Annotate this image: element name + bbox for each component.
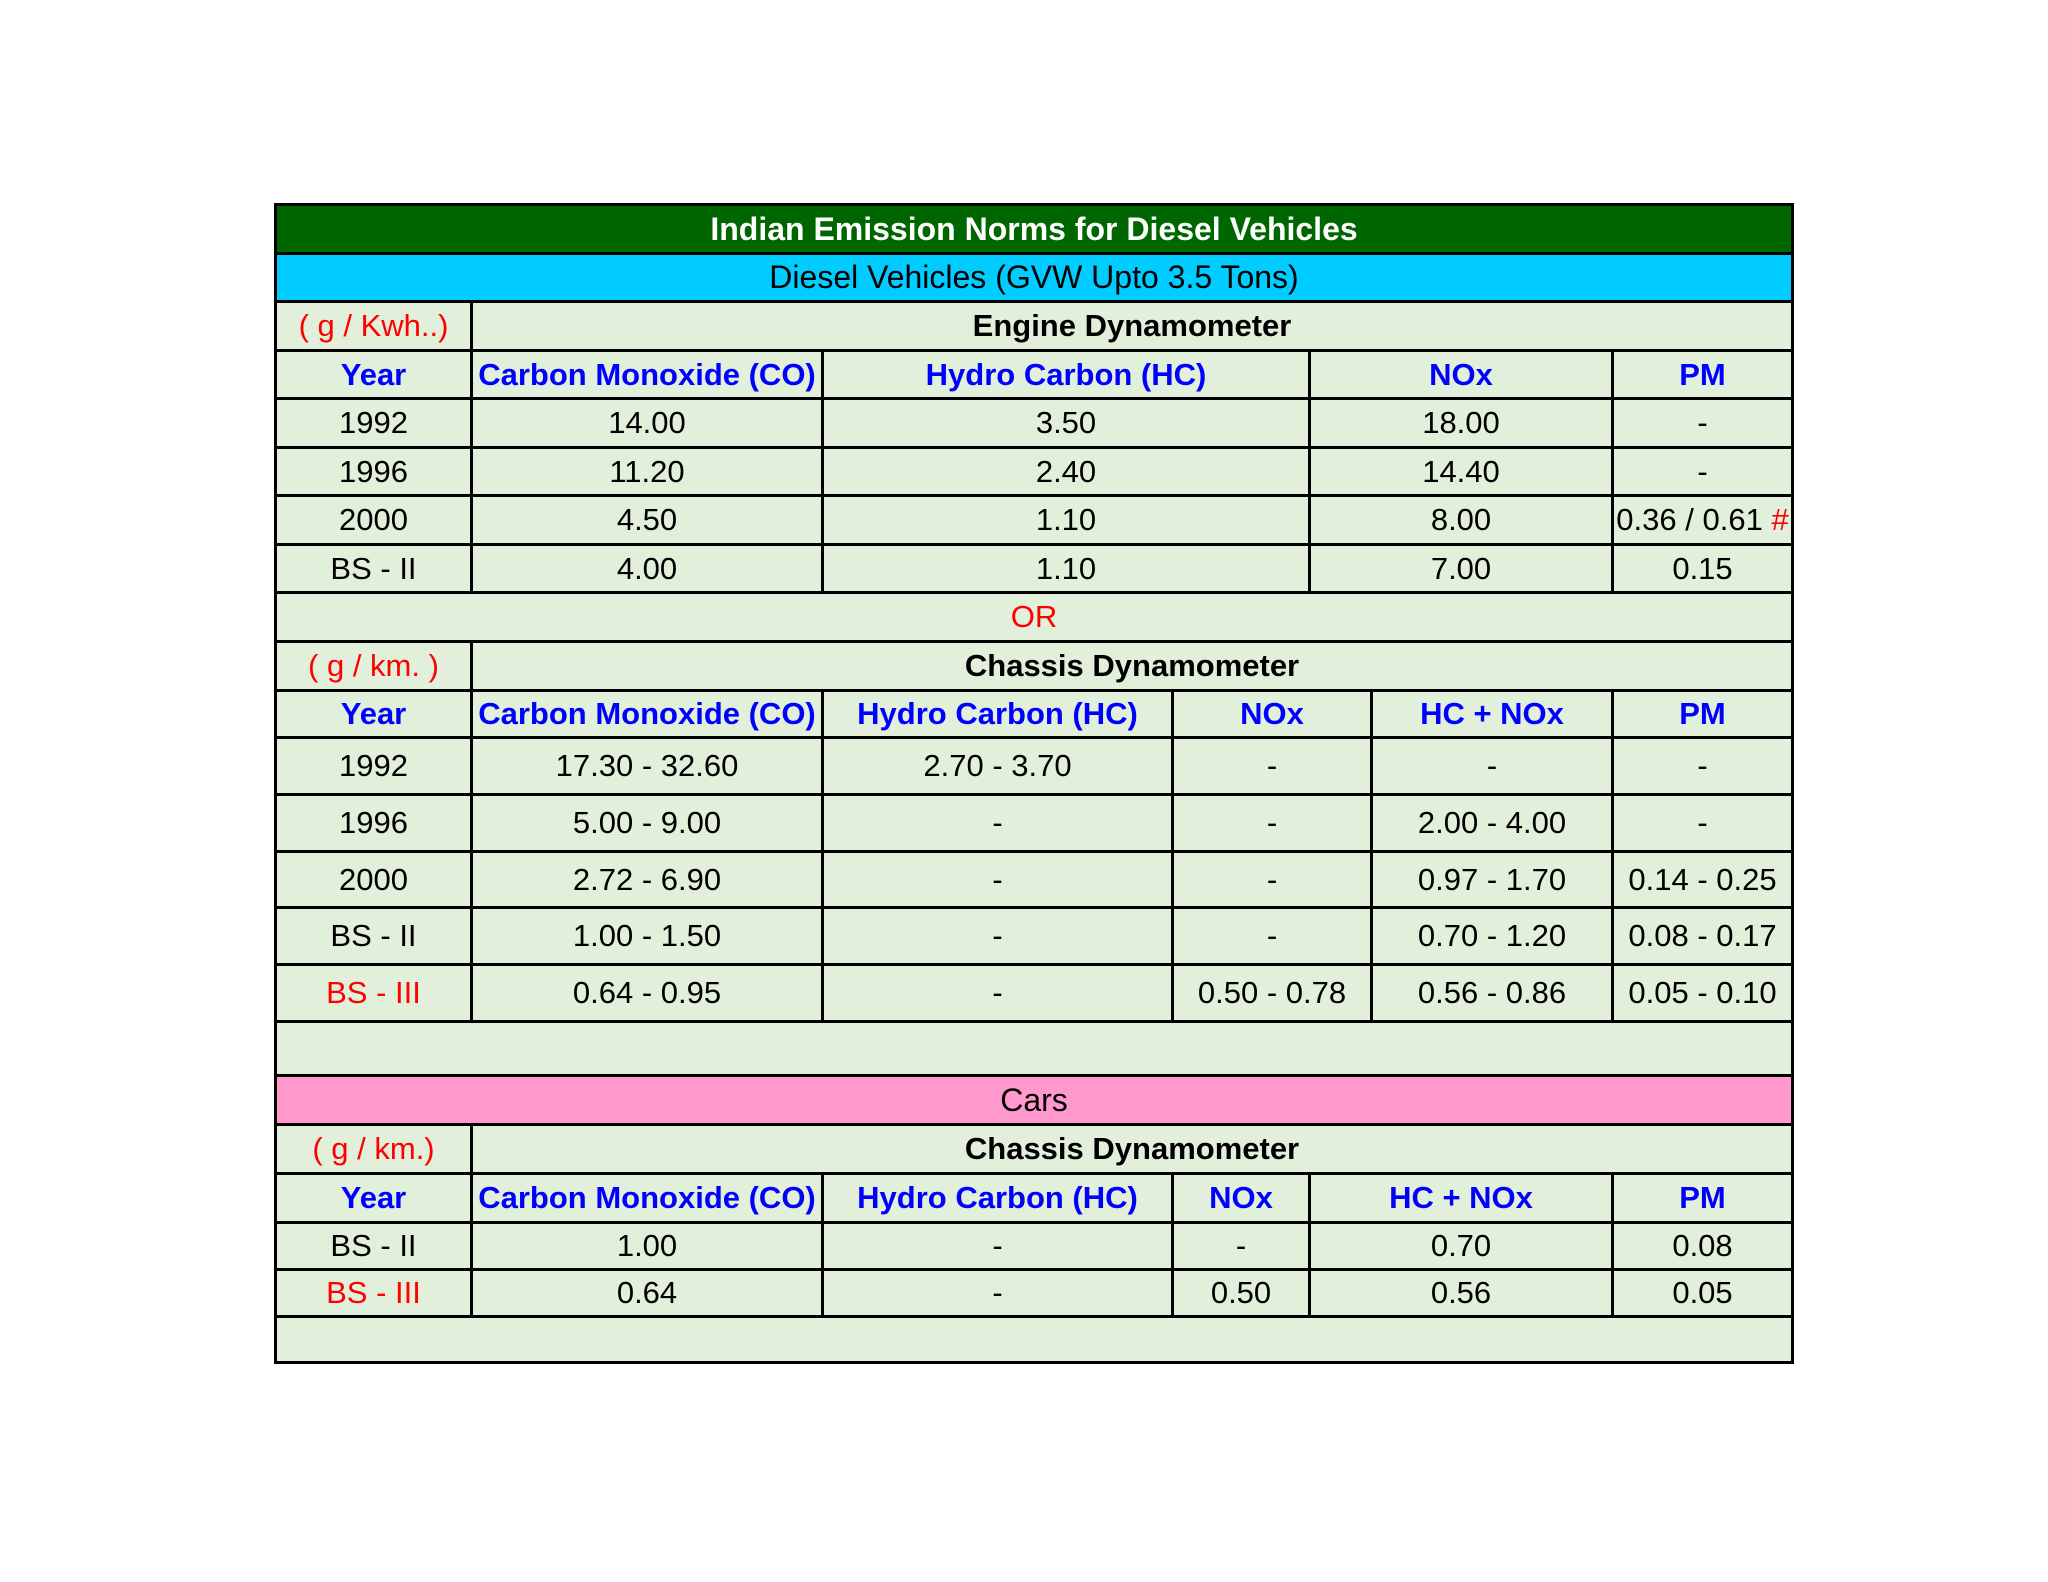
cell-co: 1.00 (473, 1224, 824, 1268)
cell-hc-nox: 0.97 - 1.70 (1373, 853, 1614, 906)
header-pm: PM (1679, 1180, 1726, 1215)
cell-year: 1996 (277, 796, 473, 850)
header-hc-nox: HC + NOx (1311, 1175, 1614, 1221)
cell-co: 0.64 - 0.95 (473, 966, 824, 1020)
cell-nox: 0.50 (1174, 1271, 1311, 1315)
cell-hc: - (824, 796, 1174, 850)
cell-hc: 2.70 - 3.70 (824, 739, 1174, 793)
or-separator: OR (1010, 599, 1058, 634)
cell-co: 14.00 (473, 400, 824, 446)
cell-year: 1992 (277, 739, 473, 793)
table-row (277, 966, 1791, 1023)
header-hc: Hydro Carbon (HC) (824, 1175, 1174, 1221)
table-row (277, 449, 1791, 497)
cell-year: BS - II (277, 546, 473, 591)
cell-nox: 14.40 (1311, 449, 1614, 494)
cell-co: 1.00 - 1.50 (473, 909, 824, 963)
cell-pm: - (1697, 405, 1708, 440)
header-pm: PM (1679, 696, 1726, 731)
cell-year: BS - II (277, 909, 473, 963)
cell-hc-nox: 0.56 - 0.86 (1373, 966, 1614, 1020)
header-nox: NOx (1311, 352, 1614, 397)
cell-year: BS - III (277, 966, 473, 1020)
cell-hc-nox: - (1373, 739, 1614, 793)
cell-co: 0.64 (473, 1271, 824, 1315)
spacer-row (277, 1023, 1791, 1077)
cell-pm-value: 0.36 / 0.61 (1616, 502, 1763, 537)
cell-hc-nox: 0.70 - 1.20 (1373, 909, 1614, 963)
section3-test: Chassis Dynamometer (964, 1131, 1300, 1166)
cell-co: 2.72 - 6.90 (473, 853, 824, 906)
cell-pm: 0.05 - 0.10 (1628, 975, 1777, 1010)
cell-hc: 1.10 (824, 546, 1311, 591)
cell-nox: 0.50 - 0.78 (1174, 966, 1373, 1020)
cell-year: 2000 (277, 853, 473, 906)
table-row (277, 400, 1791, 449)
cell-co: 11.20 (473, 449, 824, 494)
cell-co: 5.00 - 9.00 (473, 796, 824, 850)
cell-year: BS - III (277, 1271, 473, 1315)
section2-test: Chassis Dynamometer (964, 648, 1300, 683)
header-co: Carbon Monoxide (CO) (473, 1175, 824, 1221)
section2-unit: ( g / km. ) (277, 643, 473, 689)
cell-nox: 7.00 (1311, 546, 1614, 591)
section3-header-row (277, 1175, 1791, 1224)
cell-pm (1614, 497, 1791, 543)
table-row (277, 546, 1791, 594)
cell-pm: - (1697, 748, 1708, 783)
section3-test-row (277, 1126, 1791, 1175)
cell-hc: - (824, 909, 1174, 963)
table-title: Indian Emission Norms for Diesel Vehicles (277, 206, 1791, 252)
cell-pm: - (1697, 805, 1708, 840)
cell-co: 4.00 (473, 546, 824, 591)
footnote-mark: # (1771, 502, 1789, 537)
cars-title: Cars (277, 1077, 1791, 1123)
section2-test-row (277, 643, 1791, 692)
cell-hc: - (824, 1271, 1174, 1315)
cell-hc: 3.50 (824, 400, 1311, 446)
emission-norms-table (274, 203, 1794, 1364)
cell-pm: 0.15 (1672, 550, 1733, 586)
cell-year: 2000 (277, 497, 473, 543)
table-row (277, 909, 1791, 966)
cell-co: 4.50 (473, 497, 824, 543)
section1-test-row (277, 303, 1791, 352)
subtitle-row (277, 255, 1791, 303)
section1-unit: ( g / Kwh..) (277, 303, 473, 349)
header-co: Carbon Monoxide (CO) (473, 352, 824, 397)
cell-year: BS - II (277, 1224, 473, 1268)
cell-year: 1996 (277, 449, 473, 494)
cell-nox: - (1174, 1224, 1311, 1268)
bottom-spacer (277, 1318, 1791, 1364)
header-year: Year (277, 692, 473, 736)
header-co: Carbon Monoxide (CO) (473, 692, 824, 736)
header-hc-nox: HC + NOx (1373, 692, 1614, 736)
cell-nox: - (1174, 909, 1373, 963)
table-row (277, 796, 1791, 853)
header-hc: Hydro Carbon (HC) (824, 352, 1311, 397)
cell-hc-nox: 0.70 (1311, 1224, 1614, 1268)
cell-hc: 2.40 (824, 449, 1311, 494)
separator-row (277, 594, 1791, 643)
cell-nox: 18.00 (1311, 400, 1614, 446)
table-row (277, 1224, 1791, 1271)
cell-hc: 1.10 (824, 497, 1311, 543)
cell-hc-nox: 2.00 - 4.00 (1373, 796, 1614, 850)
section1-test: Engine Dynamometer (972, 308, 1292, 343)
header-hc: Hydro Carbon (HC) (824, 692, 1174, 736)
section-subtitle: Diesel Vehicles (GVW Upto 3.5 Tons) (277, 255, 1791, 300)
cell-nox: - (1174, 853, 1373, 906)
cell-pm: 0.05 (1672, 1275, 1733, 1310)
cell-hc: - (824, 853, 1174, 906)
header-nox: NOx (1174, 692, 1373, 736)
cell-nox: 8.00 (1311, 497, 1614, 543)
cell-co: 17.30 - 32.60 (473, 739, 824, 793)
header-year: Year (277, 1175, 473, 1221)
header-year: Year (277, 352, 473, 397)
table-row (277, 739, 1791, 796)
section1-header-row (277, 352, 1791, 400)
cell-hc: - (824, 966, 1174, 1020)
cars-row (277, 1077, 1791, 1126)
cell-pm: 0.08 - 0.17 (1628, 918, 1777, 953)
header-nox: NOx (1174, 1175, 1311, 1221)
cell-nox: - (1174, 796, 1373, 850)
section3-unit: ( g / km.) (277, 1126, 473, 1172)
cell-nox: - (1174, 739, 1373, 793)
cell-hc-nox: 0.56 (1311, 1271, 1614, 1315)
table-row (277, 853, 1791, 909)
cell-pm: 0.08 (1672, 1228, 1733, 1263)
cell-hc: - (824, 1224, 1174, 1268)
cell-year: 1992 (277, 400, 473, 446)
table-row (277, 1271, 1791, 1318)
table-row (277, 497, 1791, 546)
section2-header-row (277, 692, 1791, 739)
header-pm: PM (1679, 356, 1726, 392)
cell-pm: 0.14 - 0.25 (1628, 861, 1777, 897)
title-row (277, 206, 1791, 255)
cell-pm: - (1697, 453, 1708, 489)
